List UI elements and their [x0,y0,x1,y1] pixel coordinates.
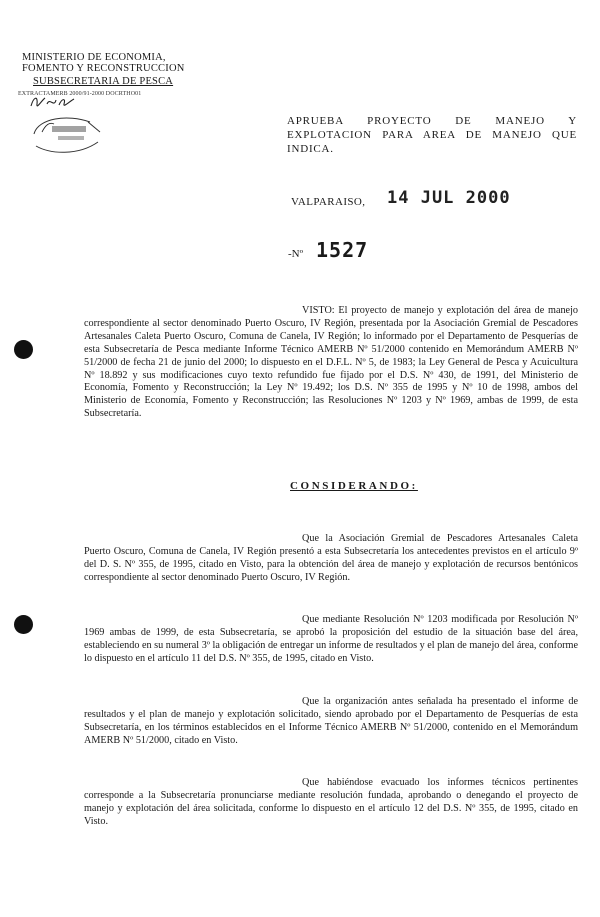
resolution-number: 1527 [316,238,369,262]
stamped-date: 14 JUL 2000 [387,188,511,208]
city-name: VALPARAISO, [291,196,366,208]
resolution-number-line [288,238,369,262]
considerando-paragraph-4 [84,777,578,829]
considerando-heading: CONSIDERANDO: [290,480,418,492]
considerando-text-4: Que habiéndose evacuado los informes técnicos pertinentes corresponde a la Subsecretaría pronunciarse mediante resolución fundada, aprobando o denegando el proyecto de manejo y explotación del área solicitada, conforme lo dispuesto en el artículo 12 del D.S. Nº 355, de 1995, citado en Visto. [84,777,578,827]
considerando-text-1: Que la Asociación Gremial de Pescadores Artesanales Caleta Puerto Oscuro, Comuna de Canela, IV Región presentó a esta Subsecretaría los antecedentes previstos en el artículo 9º del D. S. Nº 355, de 1995, citado en Visto, para la obtención del área de manejo y explotación de recursos bentónicos correspondiente al sector denominado Puerto Oscuro, IV Región. [84,533,578,583]
date-line [291,188,511,208]
ministry-name-line1: MINISTERIO DE ECONOMIA, [22,52,166,63]
considerando-paragraph-1 [84,533,578,585]
punch-hole [14,615,33,634]
considerando-text-2: Que mediante Resolución Nº 1203 modificada por Resolución Nº 1969 ambas de 1999, de esta Subsecretaría, se aprobó la proposición del estudio de la situación base del área, estableciendo en su numeral 3º la obligación de entregar un informe de resultados y el plan de manejo del área, conforme lo dispuesto en el artículo 11 del D.S. Nº 355, de 1995, citado en Visto. [84,614,578,664]
document-reference: EXTRACTAMERB 2000/91-2000 DOCRTHO01 [18,91,142,97]
considerando-paragraph-2 [84,614,578,666]
subsecretaria-name: SUBSECRETARIA DE PESCA [33,76,174,87]
resolution-title: APRUEBA PROYECTO DE MANEJO Y EXPLOTACION PARA AREA DE MANEJO QUE INDICA. [287,115,577,155]
ministry-name-line2: FOMENTO Y RECONSTRUCCION [22,63,185,74]
visto-label: VISTO: [302,305,335,316]
office-stamp [28,112,106,158]
number-prefix: -Nº [288,248,304,260]
considerando-text-3: Que la organización antes señalada ha presentado el informe de resultados y el plan de manejo y explotación solicitado, siendo aprobado por el Departamento de Pesquerías de esta Subsecretaría, en los términos establecidos en el Informe Técnico AMERB Nº 51/2000, contenido en el Memorándum AMERB Nº 51/2000, citado en Visto. [84,696,578,746]
punch-hole [14,340,33,359]
considerando-paragraph-3 [84,696,578,748]
visto-paragraph [84,305,578,421]
handwritten-initials [28,92,78,112]
visto-text: El proyecto de manejo y explotación del área de manejo correspondiente al sector denominado Puerto Oscuro, IV Región, presentada por la Asociación Gremial de Pescadores Artesanales Caleta Puerto Oscuro, Comuna de Canela, IV Región; lo informado por el Departamento de Pesquerías de esta Subsecretaría de Pesca mediante Informe Técnico AMERB Nº 51/2000 contenido en Memorándum AMERB Nº 51/2000 de fecha 21 de junio del 2000; lo dispuesto en el D.F.L. Nº 5, de 1983; la Ley General de Pesca y Acuicultura Nº 18.892 y sus modificaciones cuyo texto refundido fue fijado por el D.S. Nº 430, de 1991, del Ministerio de Economía, Fomento y Reconstrucción; la Ley Nº 19.492; los D.S. Nº 355 de 1995 y Nº 10 de 1998, ambos del Ministerio de Economía, Fomento y Reconstrucción; las Resoluciones Nº 1203 y Nº 1969, ambas de 1999, de esta Subsecretaría. [84,305,579,420]
